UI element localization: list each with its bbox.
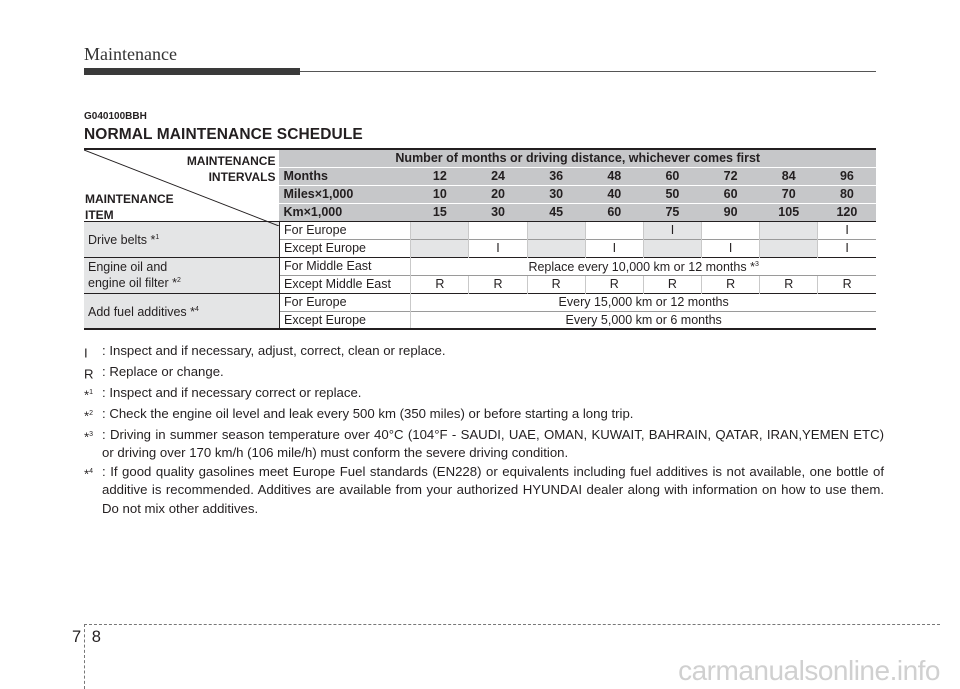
footnote: I : Inspect and if necessary, adjust, correct, clean or replace. <box>84 343 446 361</box>
footer-rule <box>84 624 940 625</box>
footnotes <box>84 342 884 518</box>
condition-label: Except Middle East <box>279 275 410 293</box>
item-drive-belts: Drive belts *$^1$ <box>84 221 279 257</box>
miles-value: 70 <box>760 185 818 203</box>
miles-label: Miles×1,000 <box>279 185 410 203</box>
schedule-cell <box>760 221 818 239</box>
schedule-cell: R <box>702 275 760 293</box>
footnote: *$^4$ : If good quality gasolines meet Europe Fuel standards (EN228) or equivalents including fuel additives is not available, one bottle of additive is recommended. Additives are available from your authorized HYUNDAI dealer along with information on how to use them. Do not mix other additives. <box>84 463 884 516</box>
schedule-cell <box>643 239 701 257</box>
table-row <box>84 257 876 275</box>
months-label: Months <box>279 167 410 185</box>
item-engine-oil: Engine oil and engine oil filter *$^2$ <box>84 257 279 293</box>
schedule-cell <box>411 221 469 239</box>
schedule-span-cell: Every 15,000 km or 12 months <box>411 293 876 311</box>
footnote: *$^1$ : Inspect and if necessary correct or replace. <box>84 384 362 403</box>
months-value: 84 <box>760 167 818 185</box>
km-value: 90 <box>702 203 760 221</box>
schedule-cell: R <box>469 275 527 293</box>
months-value: 72 <box>702 167 760 185</box>
months-value: 60 <box>643 167 701 185</box>
schedule-cell: R <box>760 275 818 293</box>
table-row <box>84 293 876 311</box>
km-value: 15 <box>411 203 469 221</box>
schedule-cell: R <box>643 275 701 293</box>
document-code: G040100BBH <box>84 111 147 122</box>
months-value: 48 <box>585 167 643 185</box>
schedule-cell: R <box>585 275 643 293</box>
schedule-cell: R <box>411 275 469 293</box>
footnote: R : Replace or change. <box>84 363 224 382</box>
condition-label: For Middle East <box>279 257 410 275</box>
miles-value: 30 <box>527 185 585 203</box>
km-value: 105 <box>760 203 818 221</box>
schedule-cell <box>585 221 643 239</box>
schedule-cell: I <box>818 239 876 257</box>
schedule-cell: I <box>818 221 876 239</box>
km-label: Km×1,000 <box>279 203 410 221</box>
months-value: 96 <box>818 167 876 185</box>
km-value: 30 <box>469 203 527 221</box>
schedule-cell: R <box>527 275 585 293</box>
condition-label: Except Europe <box>279 311 410 329</box>
schedule-span-cell: Every 5,000 km or 6 months <box>411 311 876 329</box>
watermark: carmanualsonline.info <box>678 655 940 686</box>
km-value: 75 <box>643 203 701 221</box>
miles-value: 10 <box>411 185 469 203</box>
table-corner-cell <box>84 149 279 221</box>
page-header-title: Maintenance <box>84 44 177 64</box>
schedule-cell <box>527 221 585 239</box>
months-value: 12 <box>411 167 469 185</box>
corner-item-label: MAINTENANCE ITEM <box>85 192 174 222</box>
schedule-cell <box>702 221 760 239</box>
schedule-cell: I <box>469 239 527 257</box>
condition-label: For Europe <box>279 293 410 311</box>
schedule-cell: R <box>818 275 876 293</box>
schedule-cell: I <box>702 239 760 257</box>
months-value: 24 <box>469 167 527 185</box>
header-bar <box>84 68 300 75</box>
item-fuel-additives: Add fuel additives *$^4$ <box>84 293 279 329</box>
km-value: 120 <box>818 203 876 221</box>
miles-value: 80 <box>818 185 876 203</box>
table-header-row <box>84 149 876 167</box>
schedule-cell <box>411 239 469 257</box>
condition-label: Except Europe <box>279 239 410 257</box>
page-number: 7 8 <box>72 628 104 646</box>
footnote: *$^3$ : Driving in summer season temperature over 40°C (104°F - SAUDI, UAE, OMAN, KUWAIT, BAHRAIN, QATAR, IRAN,YEMEN ETC) or driving over 170 km/h (106 mile/h) must conform the severe driving condition. <box>84 426 884 461</box>
miles-value: 50 <box>643 185 701 203</box>
miles-value: 60 <box>702 185 760 203</box>
miles-value: 40 <box>585 185 643 203</box>
corner-intervals-label: MAINTENANCE INTERVALS <box>186 154 276 184</box>
schedule-span-cell: Replace every 10,000 km or 12 months *$^3$ <box>411 257 876 275</box>
km-value: 45 <box>527 203 585 221</box>
condition-label: For Europe <box>279 221 410 239</box>
section-title: NORMAL MAINTENANCE SCHEDULE <box>84 126 363 143</box>
schedule-cell: I <box>585 239 643 257</box>
header-rule <box>300 71 876 72</box>
schedule-cell <box>469 221 527 239</box>
schedule-cell <box>760 239 818 257</box>
miles-value: 20 <box>469 185 527 203</box>
footnote: *$^2$ : Check the engine oil level and leak every 500 km (350 miles) or before starting a long trip. <box>84 405 634 424</box>
schedule-cell: I <box>643 221 701 239</box>
maintenance-schedule-table <box>84 148 876 330</box>
schedule-cell <box>527 239 585 257</box>
months-value: 36 <box>527 167 585 185</box>
km-value: 60 <box>585 203 643 221</box>
interval-span-header: Number of months or driving distance, whichever comes first <box>279 149 876 167</box>
